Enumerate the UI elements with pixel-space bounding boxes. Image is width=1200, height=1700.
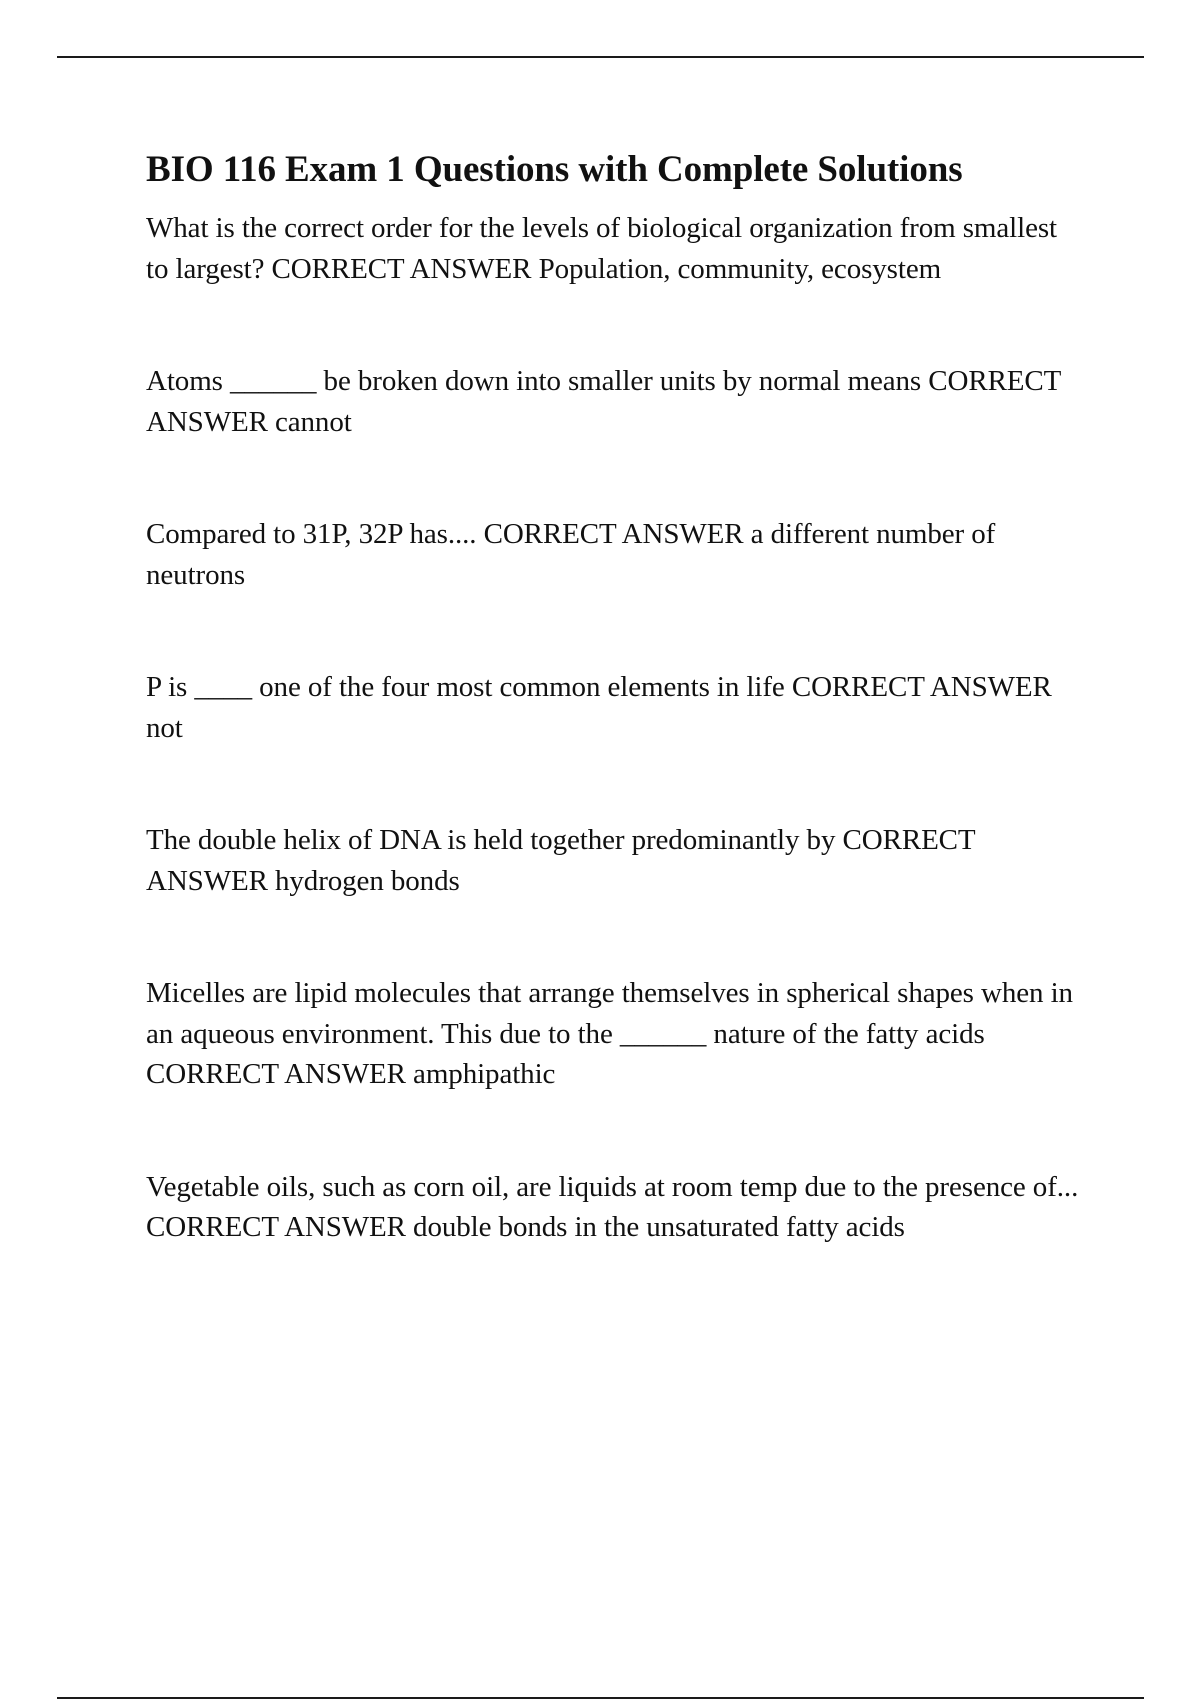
- question-answer-item: Compared to 31P, 32P has.... CORRECT ANSWER a different number of neutrons: [146, 518, 996, 591]
- question-answer-item: What is the correct order for the levels of biological organization from smallest to largest? CORRECT ANSWER Population, community, ecosystem: [146, 212, 1057, 285]
- question-answer-item: The double helix of DNA is held together predominantly by CORRECT ANSWER hydrogen bonds: [146, 824, 976, 897]
- question-answer-item: Atoms ______ be broken down into smaller units by normal means CORRECT ANSWER cannot: [146, 365, 1061, 438]
- document-body: [146, 146, 1086, 1320]
- document-title: BIO 116 Exam 1 Questions with Complete Solutions: [146, 149, 963, 190]
- question-answer-item: Vegetable oils, such as corn oil, are liquids at room temp due to the presence of... CORRECT ANSWER double bonds in the unsaturated fatty acids: [146, 1170, 1079, 1243]
- question-answer-item: Micelles are lipid molecules that arrange themselves in spherical shapes when in an aqueous environment. This due to the ______ nature of the fatty acids CORRECT ANSWER amphipathic: [146, 977, 1073, 1090]
- header-rule: [57, 56, 1144, 58]
- footer-rule: [57, 1697, 1144, 1699]
- question-answer-item: P is ____ one of the four most common elements in life CORRECT ANSWER not: [146, 671, 1052, 744]
